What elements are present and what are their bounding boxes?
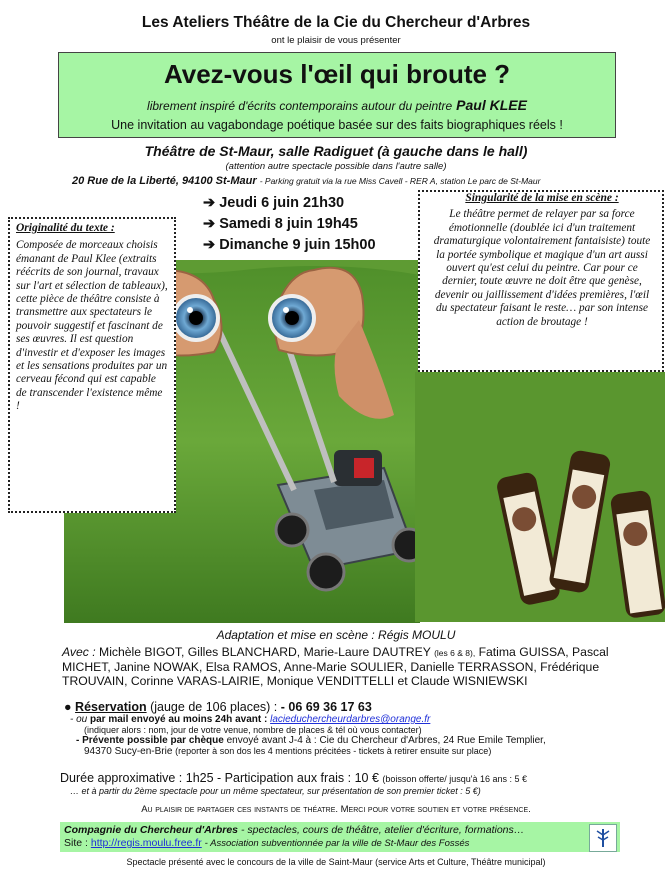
- cast-note: (les 6 & 8),: [434, 648, 476, 658]
- cast-list: [62, 645, 622, 688]
- reservation-section: [64, 700, 664, 757]
- cheque-note: (reporter à son dos les 4 mentions précitées - tickets à retirer ensuite sur place): [175, 746, 492, 756]
- adaptation-credit: Adaptation et mise en scène : Régis MOULU: [216, 628, 456, 642]
- reservation-label: Réservation: [75, 700, 147, 714]
- reservation-line: [64, 700, 664, 714]
- staging-singularity-box: [418, 190, 664, 372]
- spectacle-note: Spectacle présenté avec le concours de la ville de Saint-Maur (service Arts et Culture, Théâtre municipal): [126, 857, 546, 867]
- invitation-line: Une invitation au vagabondage poétique basée sur des faits biographiques réels !: [111, 118, 563, 132]
- date-text: Dimanche 9 juin 15h00: [219, 237, 376, 253]
- cheque-line-2: [84, 746, 664, 757]
- mail-prefix: - ou: [70, 714, 88, 725]
- arrow-right-icon: ➔: [203, 237, 216, 253]
- footer-box: [60, 822, 620, 852]
- mail-line: [70, 714, 664, 725]
- mail-instruction: par mail envoyé au moins 24h avant :: [90, 714, 268, 725]
- arrow-right-icon: ➔: [203, 216, 216, 232]
- inspired-line: [59, 97, 615, 113]
- cast-names-b: Fatima GUISSA, Pascal MICHET, Janine NOWAK, Elsa RAMOS, Anne-Marie SOULIER, Danielle TERRASSON, Frédérique TROUVAIN, Corinne VARAS-LAIRIE, Monique VENDITTELLI et Claude WISNIEWSKI: [62, 645, 609, 688]
- date-text: Jeudi 6 juin 21h30: [219, 195, 345, 211]
- cast-label: Avec :: [62, 645, 96, 659]
- cast-names-a: Michèle BIGOT, Gilles BLANCHARD, Marie-Laure DAUTREY: [99, 645, 431, 659]
- duration-text: Durée approximative : 1h25 - Participation aux frais : 10 €: [60, 771, 379, 785]
- date-text: Samedi 8 juin 19h45: [219, 216, 358, 232]
- singularity-text: Le théâtre permet de relayer par sa force émotionnelle (doublée ici d'un traitement dramaturgique volontairement fantaisiste) toute la portée symbolique et magique d'un art aussi ouvert qu'est celui du peintre. Car pour ce dernier, toute œuvre ne doit être que genèse, devenir ou jaillissement d'idées premières, l'œil du spectateur faisant le reste… par son intense action de broutage !: [433, 208, 651, 328]
- duration-line: [60, 771, 660, 785]
- site-link[interactable]: http://regis.moulu.free.fr: [90, 837, 202, 849]
- venue-note: (attention autre spectacle possible dans l'autre salle): [225, 161, 447, 172]
- date-sunday: [203, 237, 376, 253]
- association-note: - Association subventionnée par la ville de St-Maur des Fossés: [204, 838, 470, 849]
- org-title: Les Ateliers Théâtre de la Cie du Chercheur d'Arbres: [141, 14, 531, 31]
- singularity-heading: Singularité de la mise en scène :: [465, 192, 619, 204]
- arrow-right-icon: ➔: [203, 195, 216, 211]
- company-activities: - spectacles, cours de théâtre, atelier d'écriture, formations…: [240, 824, 525, 836]
- cheque-city: 94370 Sucy-en-Brie: [84, 746, 173, 757]
- thanks-line: Au plaisir de partager ces instants de théatre. Merci pour votre soutien et votre présence.: [141, 804, 531, 815]
- mail-note: (indiquer alors : nom, jour de votre venue, nombre de places & tél où vous contacter): [84, 725, 422, 735]
- site-line: [64, 837, 469, 849]
- bullet-icon: ●: [64, 700, 72, 714]
- duration-note: (boisson offerte/ jusqu'à 16 ans : 5 €: [382, 774, 528, 784]
- duration-line-2: … et à partir du 2ème spectacle pour un même spectateur, sur présentation de son premier ticket : 5 €): [70, 786, 481, 796]
- title-box: [58, 52, 616, 138]
- site-label: Site :: [64, 837, 88, 849]
- address-text: 20 Rue de la Liberté, 94100 St-Maur: [72, 175, 257, 187]
- originality-text: Composée de morceaux choisis émanant de Paul Klee (extraits réécrits de son journal, travaux sur l'art et sélection de tableaux), cette pièce de théâtre consiste à transmettre aux spectateurs le pouvoir suggestif et fascinant de ses œuvres. Il est question d'investir et d'exposer les images et les sensations produites par un cerveau fécond qui est capable de transcender l'existence même !: [16, 239, 168, 413]
- company-line: [64, 824, 524, 836]
- parking-note: - Parking gratuit via la rue Miss Cavell - RER A, station Le parc de St-Maur: [259, 176, 541, 186]
- reservation-capacity: (jauge de 106 places) :: [150, 700, 278, 714]
- cheque-line: [76, 735, 664, 746]
- inspired-text: librement inspiré d'écrits contemporains autour du peintre: [147, 99, 453, 113]
- email-link[interactable]: lacieduchercheurdarbres@orange.fr: [270, 714, 431, 725]
- company-name: Compagnie du Chercheur d'Arbres: [64, 824, 239, 836]
- bottles-illustration: [415, 372, 665, 622]
- venue-address: [72, 175, 540, 187]
- cheque-label: - Prévente possible par chèque: [76, 735, 224, 746]
- originality-heading: Originalité du texte :: [16, 222, 115, 234]
- text-originality-box: [8, 217, 176, 513]
- company-logo-icon: [589, 824, 617, 852]
- org-subtitle: ont le plaisir de vous présenter: [271, 35, 401, 46]
- reservation-phone: - 06 69 36 17 63: [280, 700, 372, 714]
- cheque-text: envoyé avant J-4 à : Cie du Chercheur d'Arbres, 24 Rue Emile Templier,: [226, 735, 546, 746]
- venue-name: Théâtre de St-Maur, salle Radiguet (à gauche dans le hall): [144, 143, 528, 159]
- date-thursday: [203, 195, 344, 211]
- main-title: Avez-vous l'œil qui broute ?: [163, 59, 511, 89]
- painter-name: Paul KLEE: [456, 97, 527, 113]
- date-saturday: [203, 216, 358, 232]
